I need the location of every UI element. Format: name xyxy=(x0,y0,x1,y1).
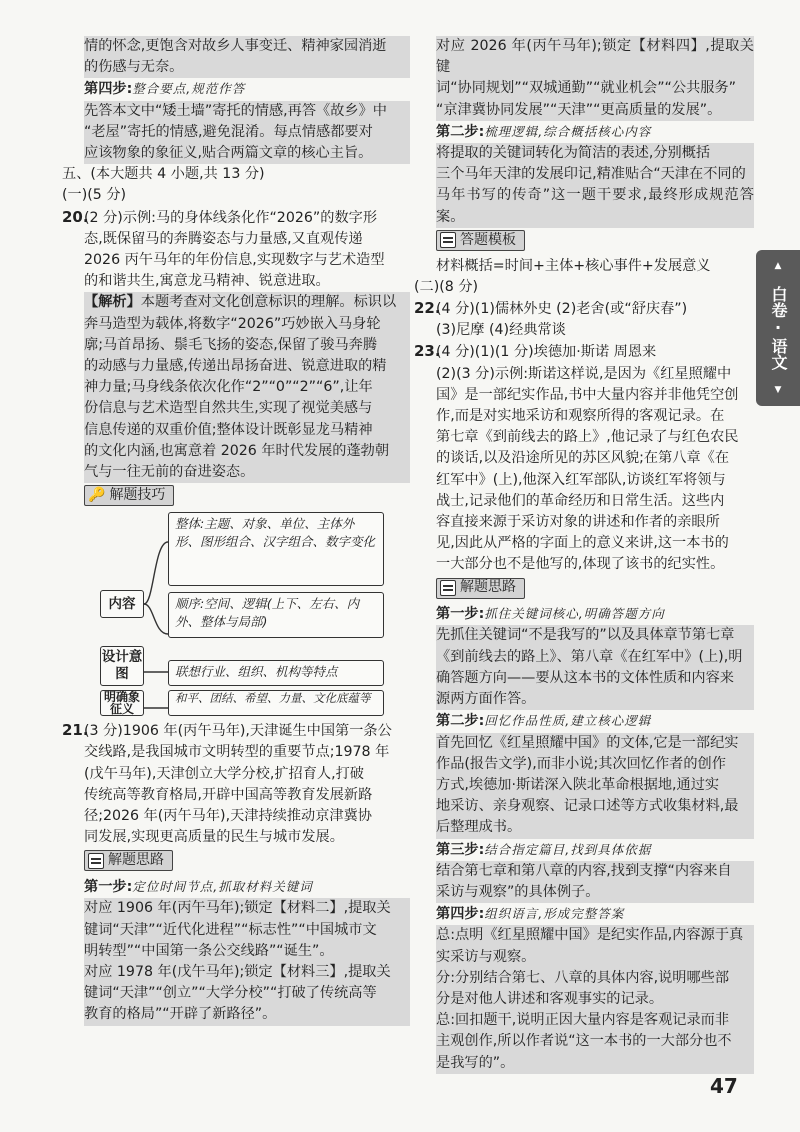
template-line: 材料概括=时间+主体+核心事件+发展意义 xyxy=(436,257,711,274)
answer-line: 的和谐共生,寓意龙马精神、锐意进取。 xyxy=(84,273,330,290)
paragraph-line: 教育的格局”“开辟了新路径”。 xyxy=(84,1004,410,1025)
paragraph-line: 先抓住关键词“不是我写的”以及具体章节第七章 xyxy=(436,625,754,646)
answer-line: 一大部分也不是他写的,体现了该书的纪实性。 xyxy=(436,556,725,573)
paragraph-line: 后整理成书。 xyxy=(436,817,754,838)
question-number: 22. xyxy=(414,298,441,317)
answer-line: 国》是一部纪实作品,书中大量内容并非他凭空创 xyxy=(436,386,739,403)
analysis-line: 廓;马首昂扬、鬃毛飞扬的姿态,保留了骏马奔腾 xyxy=(84,335,410,356)
right-column xyxy=(414,36,754,1074)
symbol-label: 明确象征义 xyxy=(100,690,144,716)
content-label: 内容 xyxy=(100,590,144,618)
step-title: 结合指定篇目,找到具体依据 xyxy=(484,841,652,857)
paragraph-line: 键词“天津”“创立”“大学分校”“打破了传统高等 xyxy=(84,983,410,1004)
paragraph-line: “老屋”寄托的情感,避免混淆。每点情感都要对 xyxy=(84,122,410,143)
paragraph-line: 应该物象的象征义,贴合两篇文章的核心主旨。 xyxy=(84,143,410,164)
design-intent-box: 联想行业、组织、机构等特点 xyxy=(168,660,384,686)
step-heading xyxy=(84,78,410,100)
paragraph-line: 采访与观察”的具体例子。 xyxy=(436,882,754,903)
step-label: 第四步: xyxy=(436,906,485,923)
paragraph-line: 总:点明《红星照耀中国》是纪实作品,内容源于真 xyxy=(436,925,754,946)
design-intent-label: 设计意图 xyxy=(100,646,144,686)
paragraph-line: 将提取的关键词转化为简洁的表述,分别概括 xyxy=(436,143,754,164)
paragraph-line: 键词“天津”“近代化进程”“标志性”“中国城市文 xyxy=(84,920,410,941)
paragraph-line: 分:分别结合第七、八章的具体内容,说明哪些部 xyxy=(436,968,754,989)
analysis-line: 信息传递的双重价值;整体设计既彰显龙马精神 xyxy=(84,420,410,441)
step-label: 第三步: xyxy=(436,841,485,858)
analysis-line: 的文化内涵,也寓意着 2026 年时代发展的蓬勃朝 xyxy=(84,441,410,462)
subsection-heading: (二)(8 分) xyxy=(414,278,479,295)
paragraph-line: 源两方面作答。 xyxy=(436,689,754,710)
paragraph-line: 对应 1978 年(戊午马年);锁定【材料三】,提取关 xyxy=(84,962,410,983)
answer-line: 径;2026 年(丙午马年),天津持续推动京津冀协 xyxy=(84,808,372,825)
step-title: 整合要点,规范作答 xyxy=(132,81,246,97)
answer-line: 态,既保留马的奔腾姿态与力量感,又直观传递 xyxy=(84,230,363,247)
thinking-tag xyxy=(84,850,173,871)
answer-line: 容直接来源于采访对象的讲述和作者的亲眼所 xyxy=(436,513,720,530)
symbol-box: 和平、团结、希望、力量、文化底蕴等 xyxy=(168,690,384,716)
answer-line: (3 分)1906 年(丙午马年),天津诞生中国第一条公 xyxy=(84,723,392,740)
book-icon xyxy=(440,232,456,248)
answer-line: 的谈话,以及沿途所见的苏区风貌;在第八章《在 xyxy=(436,450,730,467)
step-label: 第二步: xyxy=(436,123,485,140)
answer-line: 2026 丙午马年的年份信息,实现数字与艺术造型 xyxy=(84,252,385,269)
paragraph-line: 分是对他人讲述和客观事实的记录。 xyxy=(436,989,754,1010)
template-tag xyxy=(436,230,525,251)
subsection-heading: (一)(5 分) xyxy=(62,187,127,204)
section-side-tab xyxy=(756,250,800,406)
paragraph-line: 三个马年天津的发展印记,精准贴合“天津在不同的 xyxy=(436,164,754,185)
analysis-label: 【解析】 xyxy=(84,294,141,311)
paragraph-line: “京津冀协同发展”“天津”“更高质量的发展”。 xyxy=(436,100,754,121)
answer-line: (2)(3 分)示例:斯诺这样说,是因为《红星照耀中 xyxy=(436,365,732,382)
intro-line: 情的怀念,更饱含对故乡人事变迁、精神家园消逝 xyxy=(84,36,410,57)
step-title: 定位时间节点,抓取材料关键词 xyxy=(132,879,313,895)
content-whole-box: 整体:主题、对象、单位、主体外形、图形组合、汉字组合、数字变化 xyxy=(168,512,384,586)
paragraph-line: 地采访、亲身观察、记录口述等方式收集材料,最 xyxy=(436,796,754,817)
side-tab-dot: · xyxy=(774,318,782,337)
notebook-icon xyxy=(440,580,456,596)
tips-tag xyxy=(84,485,174,506)
paragraph-line: 结合第七章和第八章的内容,找到支撑“内容来自 xyxy=(436,861,754,882)
paragraph-line: 作品(报告文学),而非小说;其次回忆作者的创作 xyxy=(436,754,754,775)
paragraph-line: 是我写的”。 xyxy=(436,1053,754,1074)
step-heading xyxy=(436,710,754,732)
step-heading xyxy=(436,903,754,925)
content-order-box: 顺序:空间、逻辑(上下、左右、内外、整体与局部) xyxy=(168,592,384,638)
answer-line: 同发展,实现更高质量的民生与城市发展。 xyxy=(84,829,344,846)
tag-label: 解题技巧 xyxy=(109,487,166,504)
answer-line: 战士,记录他们的革命经历和日常生活。这些内 xyxy=(436,492,725,509)
analysis-line: 本题考查对文化创意标识的理解。标识以 xyxy=(140,294,397,311)
answer-line: 作,而是对实地采访和观察所得的客观记录。在 xyxy=(436,407,725,424)
paragraph-line: 马年书写的传奇”这一题干要求,最终形成规范答案。 xyxy=(436,185,754,227)
paragraph-line: 明转型”“中国第一条公交线路”“诞生”。 xyxy=(84,941,410,962)
paragraph-line: 方式,埃德加·斯诺深入陕北革命根据地,通过实 xyxy=(436,775,754,796)
step-label: 第四步: xyxy=(84,81,133,98)
triangle-up-icon: ▲ xyxy=(774,261,782,271)
step-label: 第一步: xyxy=(84,879,133,896)
answer-line: (戊午马年),天津创立大学分校,扩招育人,打破 xyxy=(84,765,364,782)
thinking-tag xyxy=(436,578,525,599)
step-heading xyxy=(436,121,754,143)
intro-line: 的伤感与无奈。 xyxy=(84,57,410,78)
side-tab-line1: 白卷 xyxy=(769,286,788,318)
analysis-line: 气与一往无前的奋进姿态。 xyxy=(84,462,410,483)
step-label: 第二步: xyxy=(436,713,485,730)
analysis-line: 份信息与艺术造型自然共生,实现了视觉美感与 xyxy=(84,398,410,419)
paragraph-line: 《到前线去的路上》、第八章《在红军中》(上),明 xyxy=(436,647,754,668)
tag-label: 答题模板 xyxy=(460,231,516,248)
page-number: 47 xyxy=(710,1074,738,1098)
answer-line: 见,因此从严格的字面上的意义来讲,这一本书的 xyxy=(436,535,729,552)
answer-line: (4 分)(1)(1 分)埃德加·斯诺 周恩来 xyxy=(436,344,657,361)
paragraph-line: 对应 2026 年(丙午马年);锁定【材料四】,提取关键 xyxy=(436,36,754,78)
paragraph-line: 词“协同规划”“双城通勤”“就业机会”“公共服务” xyxy=(436,78,754,99)
analysis-line: 神力量;马身线条依次化作“2”“0”“2”“6”,让年 xyxy=(84,377,410,398)
answer-line: (4 分)(1)儒林外史 (2)老舍(或“舒庆春”) xyxy=(436,300,688,317)
step-heading xyxy=(436,839,754,861)
tag-label: 解题思路 xyxy=(460,579,516,596)
side-tab-line2: 语文 xyxy=(769,338,788,370)
analysis-line: 奔马造型为载体,将数字“2026”巧妙嵌入马身轮 xyxy=(84,314,410,335)
left-column xyxy=(62,36,410,1026)
section-heading: 五、(本大题共 4 小题,共 13 分) xyxy=(62,166,265,183)
paragraph-line: 总:回扣题干,说明正因大量内容是客观记录而非 xyxy=(436,1010,754,1031)
answer-line: (3)尼摩 (4)经典常谈 xyxy=(436,322,566,339)
tag-label: 解题思路 xyxy=(108,852,164,869)
paragraph-line: 对应 1906 年(丙午马年);锁定【材料二】,提取关 xyxy=(84,898,410,919)
step-title: 组织语言,形成完整答案 xyxy=(484,906,625,922)
paragraph-line: 先答本文中“矮土墙”寄托的情感,再答《故乡》中 xyxy=(84,101,410,122)
answer-line: 交线路,是我国城市文明转型的重要节点;1978 年 xyxy=(84,744,390,761)
step-label: 第一步: xyxy=(436,606,485,623)
triangle-down-icon: ▼ xyxy=(774,385,782,395)
answer-line: 红军中》(上),他深入红军部队,访谈红军将领与 xyxy=(436,471,726,488)
notebook-icon xyxy=(88,853,104,869)
step-heading xyxy=(84,876,410,898)
step-title: 抓住关键词核心,明确答题方向 xyxy=(484,606,665,622)
question-number: 21. xyxy=(62,721,89,740)
answer-line: 第七章《到前线去的路上》,他记录了与红色农民 xyxy=(436,429,739,446)
question-number: 20. xyxy=(62,207,89,226)
paragraph-line: 首先回忆《红星照耀中国》的文体,它是一部纪实 xyxy=(436,733,754,754)
analysis-line: 的动感与力量感,传递出昂扬奋进、锐意进取的精 xyxy=(84,356,410,377)
paragraph-line: 确答题方向——要从这本书的文体性质和内容来 xyxy=(436,668,754,689)
answer-line: (2 分)示例:马的身体线条化作“2026”的数字形 xyxy=(84,209,378,226)
step-title: 回忆作品性质,建立核心逻辑 xyxy=(484,713,652,729)
question-number: 23. xyxy=(414,342,441,361)
key-icon: 🔑 xyxy=(88,487,106,504)
step-title: 梳理逻辑,综合概括核心内容 xyxy=(484,123,652,139)
paragraph-line: 实采访与观察。 xyxy=(436,947,754,968)
answer-line: 传统高等教育格局,开辟中国高等教育发展新路 xyxy=(84,786,373,803)
step-heading xyxy=(436,603,754,625)
tips-diagram xyxy=(94,512,394,716)
paragraph-line: 主观创作,所以作者说“这一本书的一大部分也不 xyxy=(436,1031,754,1052)
